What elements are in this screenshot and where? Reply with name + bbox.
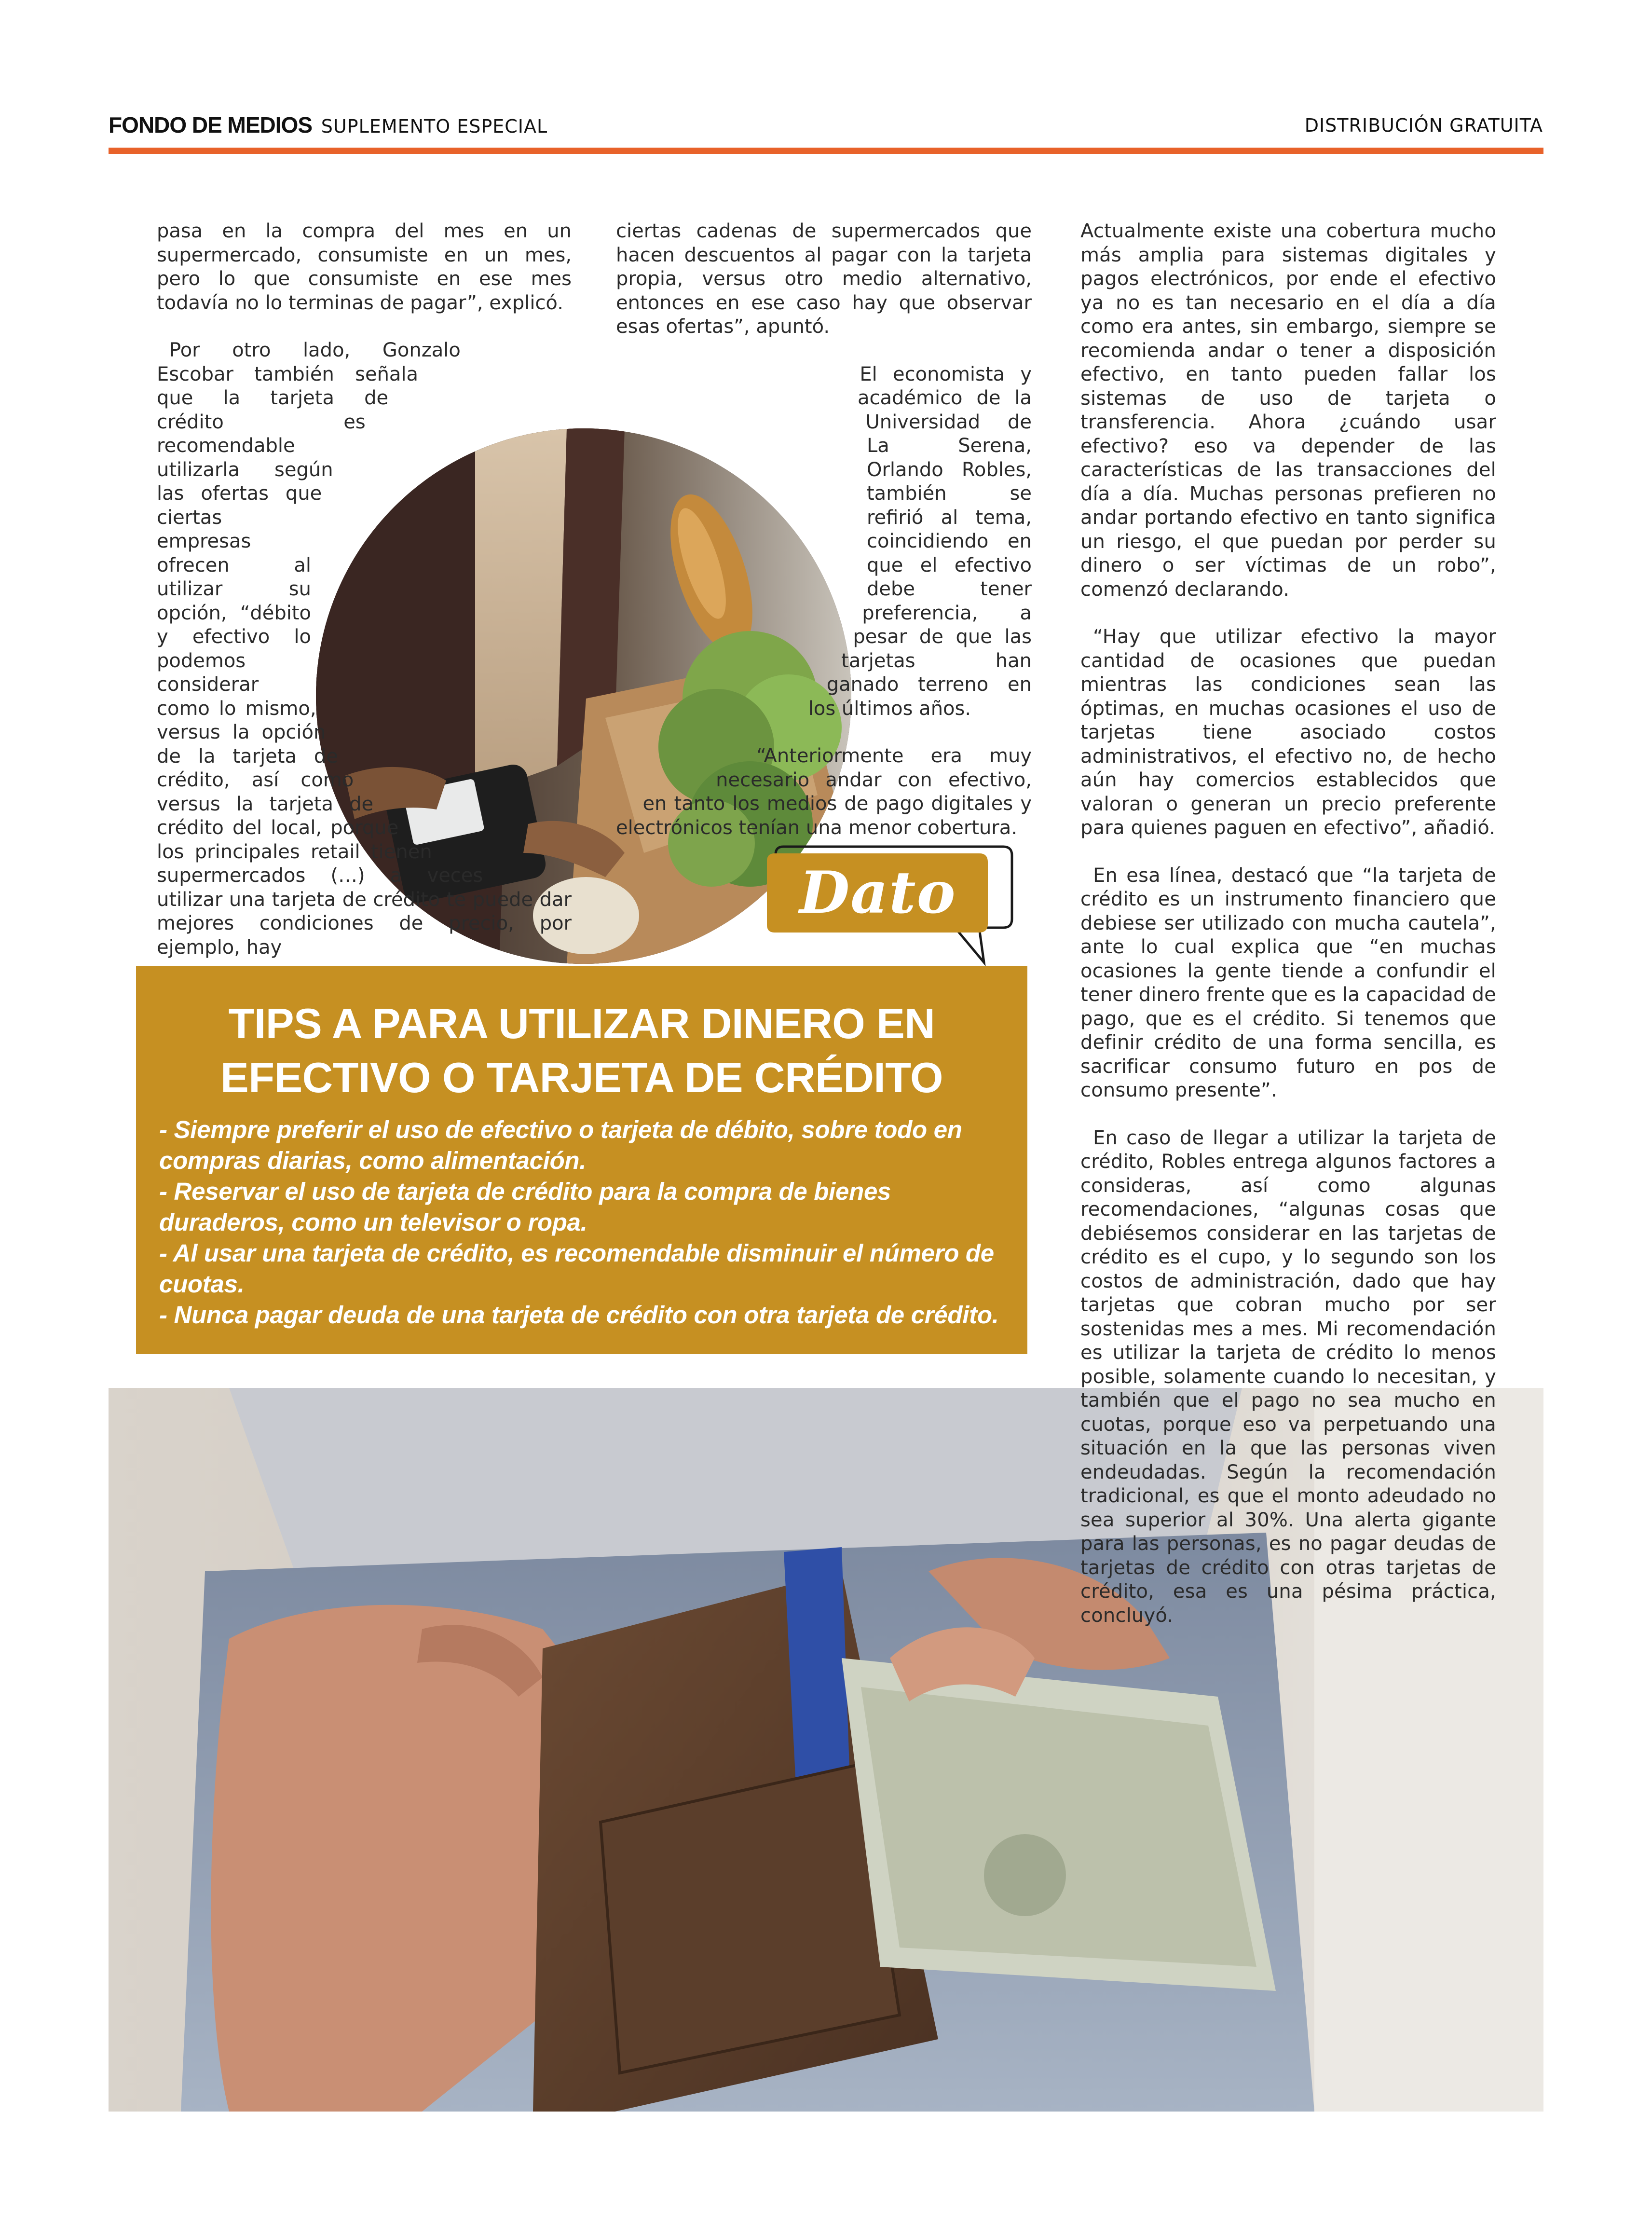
column1-paragraph-2: Por otro lado, Gonzalo Escobar también señala que la tarjeta de crédito es recomendable utilizarla según las ofertas que ciertas empresas ofrecen al utilizar su opción, “débito y efectivo lo podemos considerar como lo mismo, versus la opción de la tarjeta de crédito, así como versus la tarjeta de crédito del local, porque los principales retail tienen supermercados (…) a veces utilizar una tarjeta de crédito te puede dar mejores condiciones de precio, por ejemplo, hay [157, 339, 572, 959]
column3-paragraph-3: En esa línea, destacó que “la tarjeta de crédito es un instrumento financiero que debiese ser utilizado con mucha cautela”, ante lo cual explica que “en muchas ocasiones la gente tiende a confundir el tener dinero frente que es la capacidad de pago, que es el crédito. Si tenemos que definir crédito de una forma sencilla, es sacrificar consumo futuro en pos de consumo presente”. [1080, 864, 1496, 1101]
article-column-1 [157, 219, 572, 960]
column2-paragraph-3: “Anteriormente era muy necesario andar con efectivo, en tanto los medios de pago digitales y electrónicos tenían una menor cobertura. [616, 745, 1032, 839]
header-rule [109, 148, 1543, 154]
dato-callout [767, 837, 1018, 982]
header-section: SUPLEMENTO ESPECIAL [321, 116, 548, 137]
article-column-3 [1080, 219, 1496, 1628]
header-publication [109, 112, 547, 138]
column3-paragraph-4: En caso de llegar a utilizar la tarjeta de crédito, Robles entrega algunos factores a consideras, así como algunas recomendaciones, “algunas cosas que debiésemos considerar en las tarjetas de crédito es el cupo, y lo segundo son los costos de administración, dado que hay tarjetas que cobran mucho por ser sostenidas mes a mes. Mi recomendación es utilizar la tarjeta de crédito lo menos posible, solamente cuando lo necesitan, y también que el pago no sea mucho en cuotas, porque eso va perpetuando una situación en la que las personas viven endeudadas. Según la recomendación tradicional, es que el monto adeudado no sea superior al 30%. Una alerta gigante para las personas, es no pagar deudas de tarjetas de crédito con otras tarjetas de crédito, esa es una pésima práctica, concluyó. [1080, 1126, 1496, 1627]
tip-item: - Siempre preferir el uso de efectivo o tarjeta de débito, sobre todo en compras diarias, como alimentación. [159, 1116, 962, 1174]
column2-paragraph-2: El economista y académico de la Universidad de La Serena, Orlando Robles, también se refirió al tema, coincidiendo en que el efectivo debe tener preferencia, a pesar de que las tarjetas han ganado terreno en los últimos años. [808, 363, 1032, 720]
column3-paragraph-2: “Hay que utilizar efectivo la mayor cantidad de ocasiones que puedan mientras las condiciones sean las óptimas, en muchas ocasiones el uso de tarjetas tiene asociado costos administrativos, el efectivo no, de hecho aún hay comercios establecidos que valoran o generan un precio preferente para quienes paguen en efectivo”, añadió. [1080, 626, 1496, 839]
tip-item: - Nunca pagar deuda de una tarjeta de crédito con otra tarjeta de crédito. [159, 1301, 999, 1329]
header-brand: FONDO DE MEDIOS [109, 112, 313, 137]
column2-paragraph-1: ciertas cadenas de supermercados que hacen descuentos al pagar con la tarjeta propia, versus otro medio alternativo, entonces en ese caso hay que observar esas ofertas”, apuntó. [616, 220, 1032, 338]
tip-item: - Al usar una tarjeta de crédito, es recomendable disminuir el número de cuotas. [159, 1239, 994, 1298]
dato-label: Dato [799, 859, 956, 927]
column3-paragraph-1: Actualmente existe una cobertura mucho más amplia para sistemas digitales y pagos electrónicos, por ende el efectivo ya no es tan necesario en el día a día como era antes, sin embargo, siempre se recomienda andar o tener a disposición efectivo, en tanto pueden fallar los sistemas de uso de tarjeta o transferencia. Ahora ¿cuándo usar efectivo? eso va depender de las características de las transacciones del día a día. Muchas personas prefieren no andar portando efectivo en tanto significa un riesgo, el que puedan por perder su dinero o ser víctimas de un robo”, comenzó declarando. [1080, 220, 1496, 601]
column1-paragraph-1: pasa en la compra del mes en un supermercado, consumiste en un mes, pero lo que consumiste en ese mes todavía no lo terminas de pagar”, explicó. [157, 220, 572, 314]
header-distribution: DISTRIBUCIÓN GRATUITA [1304, 115, 1543, 136]
tips-box [136, 966, 1027, 1354]
tip-item: - Reservar el uso de tarjeta de crédito para la compra de bienes duraderos, como un televisor o ropa. [159, 1178, 891, 1236]
tips-title: TIPS A PARA UTILIZAR DINERO EN EFECTIVO O TARJETA DE CRÉDITO [220, 1000, 943, 1101]
tips-list [159, 1114, 1018, 1330]
